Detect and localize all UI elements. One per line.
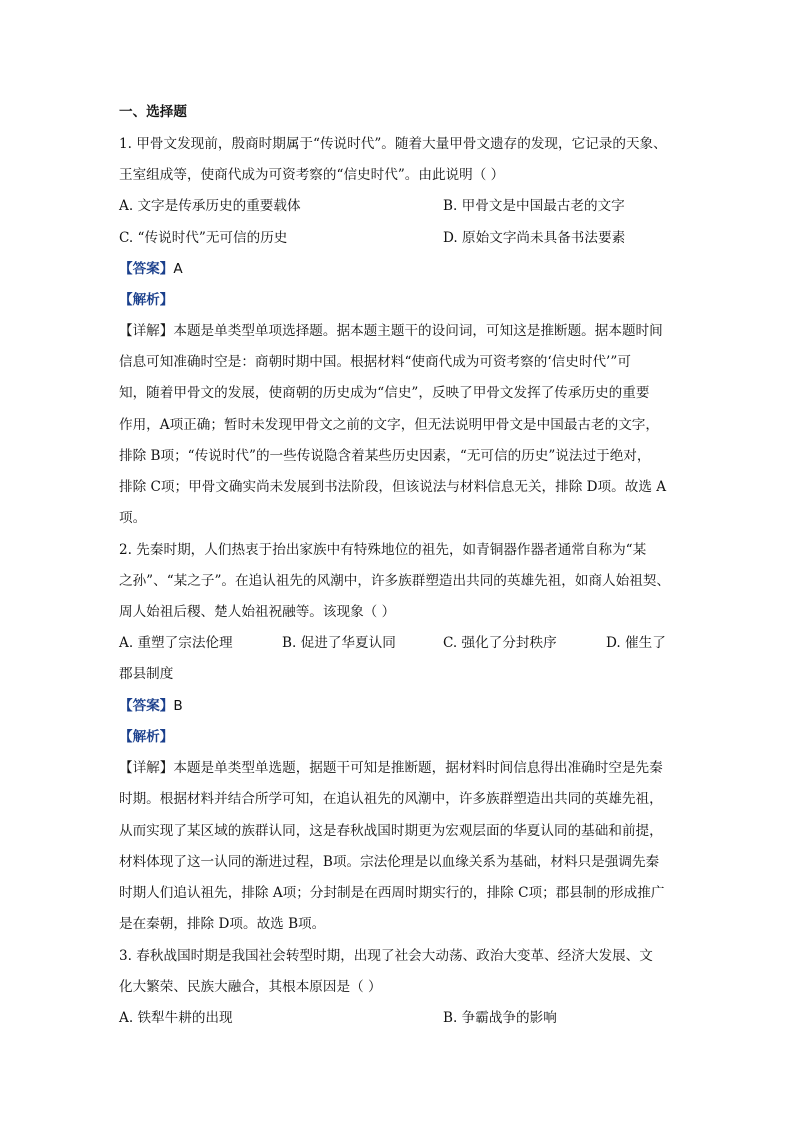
q2-option-b: B. 促进了华夏认同 [282, 635, 396, 651]
section-title: 一、选择题 [119, 104, 187, 120]
q1-option-c: C. “传说时代”无可信的历史 [119, 230, 288, 246]
q2-stem-line: 周人始祖后稷、楚人始祖祝融等。该现象（ ） [119, 604, 396, 620]
detail-tag: 【详解】 [119, 323, 174, 339]
q1-detail-line: 排除 B项；“传说时代”的一些传说隐含着某些历史因素，“无可信的历史”说法过于绝对， [119, 448, 651, 464]
q2-detail-line [119, 759, 663, 777]
analysis-tag: 【解析】 [119, 292, 174, 308]
q3-option-a: A. 铁犁牛耕的出现 [119, 1010, 233, 1026]
q2-option-c: C. 强化了分封秩序 [443, 635, 557, 651]
q3-stem-line: 3. 春秋战国时期是我国社会转型时期，出现了社会大动荡、政治大变革、经济大发展、文 [119, 948, 653, 964]
q1-option-b: B. 甲骨文是中国最古老的文字 [443, 198, 625, 214]
detail-text: 本题是单类型单项选择题。据本题主题干的设问词，可知这是推断题。据本题时间 [173, 323, 663, 339]
q2-answer [119, 697, 183, 715]
answer-value: A [173, 261, 183, 277]
q1-option-a: A. 文字是传承历史的重要载体 [119, 198, 301, 214]
q1-answer [119, 260, 183, 278]
q2-detail-line: 从而实现了某区域的族群认同，这是春秋战国时期更为宏观层面的华夏认同的基础和前提， [119, 823, 663, 839]
q1-detail-line: 排除 C项；甲骨文确实尚未发展到书法阶段，但该说法与材料信息无关，排除 D项。故选 A [119, 479, 667, 495]
q2-detail-line: 材料体现了这一认同的渐进过程，B项。宗法伦理是以血缘关系为基础，材料只是强调先秦 [119, 854, 660, 870]
q2-stem-line: 之孙”、“某之子”。在追认祖先的风潮中，许多族群塑造出共同的英雄先祖，如商人始祖契、 [119, 573, 671, 589]
q1-detail-line: 项。 [119, 510, 147, 526]
q2-stem-line: 2. 先秦时期，人们热衷于抬出家族中有特殊地位的祖先，如青铜器作器者通常自称为“某 [119, 542, 647, 558]
q1-option-d: D. 原始文字尚未具备书法要素 [443, 230, 626, 246]
analysis-tag: 【解析】 [119, 729, 174, 745]
q1-stem-line: 1. 甲骨文发现前，殷商时期属于“传说时代”。随着大量甲骨文遗存的发现，它记录的天象、 [119, 136, 667, 152]
q2-detail-line: 时期。根据材料并结合所学可知，在追认祖先的风潮中，许多族群塑造出共同的英雄先祖， [119, 791, 663, 807]
q1-stem-line: 王室组成等，使商代成为可资考察的“信史时代”。由此说明（ ） [119, 167, 505, 183]
q3-option-b: B. 争霸战争的影响 [443, 1010, 557, 1026]
answer-value: B [173, 698, 183, 714]
q2-option-d: D. 催生了 [606, 635, 666, 651]
q2-detail-line: 时期人们追认祖先，排除 A项；分封制是在西周时期实行的，排除 C项；郡县制的形成推广 [119, 885, 665, 901]
detail-text: 本题是单类型单选题，据题干可知是推断题，据材料时间信息得出准确时空是先秦 [173, 760, 663, 776]
detail-tag: 【详解】 [119, 760, 174, 776]
q3-stem-line: 化大繁荣、民族大融合，其根本原因是（ ） [119, 979, 382, 995]
q2-option-a: A. 重塑了宗法伦理 [119, 635, 233, 651]
answer-tag: 【答案】 [119, 261, 174, 277]
q2-detail-line: 是在秦朝，排除 D项。故选 B项。 [119, 916, 326, 932]
q2-option-d-cont: 郡县制度 [119, 666, 174, 682]
q1-detail-line: 信息可知准确时空是：商朝时期中国。根据材料“使商代成为可资考察的‘信史时代’”可 [119, 354, 631, 370]
answer-tag: 【答案】 [119, 698, 174, 714]
q1-detail-line: 知，随着甲骨文的发展，使商朝的历史成为“信史”，反映了甲骨文发挥了传承历史的重要 [119, 385, 650, 401]
q1-detail-line [119, 322, 663, 340]
q1-detail-line: 作用，A项正确；暂时未发现甲骨文之前的文字，但无法说明甲骨文是中国最古老的文字， [119, 417, 659, 433]
